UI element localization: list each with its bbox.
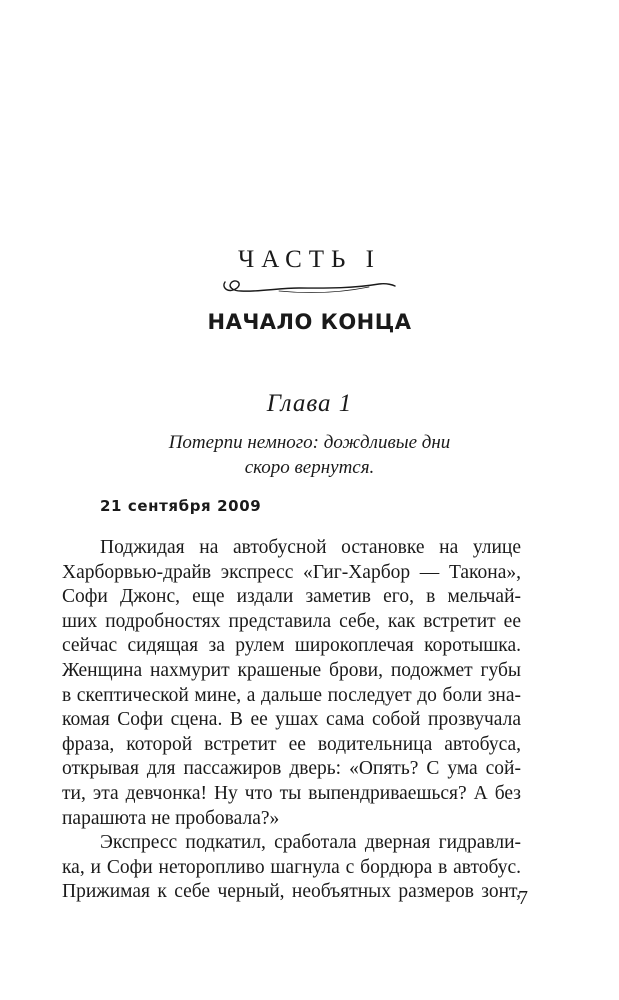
part-label: ЧАСТЬ I	[238, 246, 381, 273]
text-line: Харборвью-драйв экспресс «Гиг-Харбор — Такона»,	[62, 561, 521, 583]
text-line: комая Софи сцена. В ее ушах сама собой прозвучала	[62, 709, 521, 731]
text-line: парашюта не пробовала?»	[62, 807, 280, 829]
text-line: открывая для пассажиров дверь: «Опять? С ума сой-	[62, 758, 521, 780]
text-line: Прижимая к себе черный, необъятных размеров зонт,	[62, 881, 521, 903]
text-line: Экспресс подкатил, сработала дверная гидравли-	[100, 832, 521, 854]
text-line: Женщина нахмурит крашеные брови, подожмет губы	[62, 659, 521, 681]
page-number: 7	[518, 887, 528, 909]
chapter-title: Глава 1	[266, 390, 353, 417]
text-line: сейчас сидящая за рулем широкоплечая коротышка.	[62, 635, 521, 657]
epigraph	[0, 430, 619, 480]
text-line: ти, эта девчонка! Ну что ты выпендриваешься? А без	[62, 782, 521, 804]
body-text	[62, 536, 521, 905]
epigraph-line: скоро вернутся.	[244, 457, 375, 478]
text-line: ших подробностях представила себе, как встретит ее	[62, 610, 521, 632]
text-line: фраза, которой встретит ее водительница автобуса,	[62, 733, 521, 755]
epigraph-line: Потерпи немного: дождливые дни	[168, 432, 451, 453]
part-title: НАЧАЛО КОНЦА	[207, 310, 412, 334]
chapter-date: 21 сентября 2009	[100, 497, 262, 515]
text-line: Софи Джонс, еще издали заметив его, в мельчай-	[62, 586, 521, 608]
text-line: ка, и Софи неторопливо шагнула с бордюра в автобус.	[62, 856, 521, 878]
text-line: Поджидая на автобусной остановке на улице	[100, 537, 521, 558]
text-line: в скептической мине, а дальше последует до боли зна-	[62, 684, 521, 706]
flourish-divider-icon	[219, 274, 399, 304]
